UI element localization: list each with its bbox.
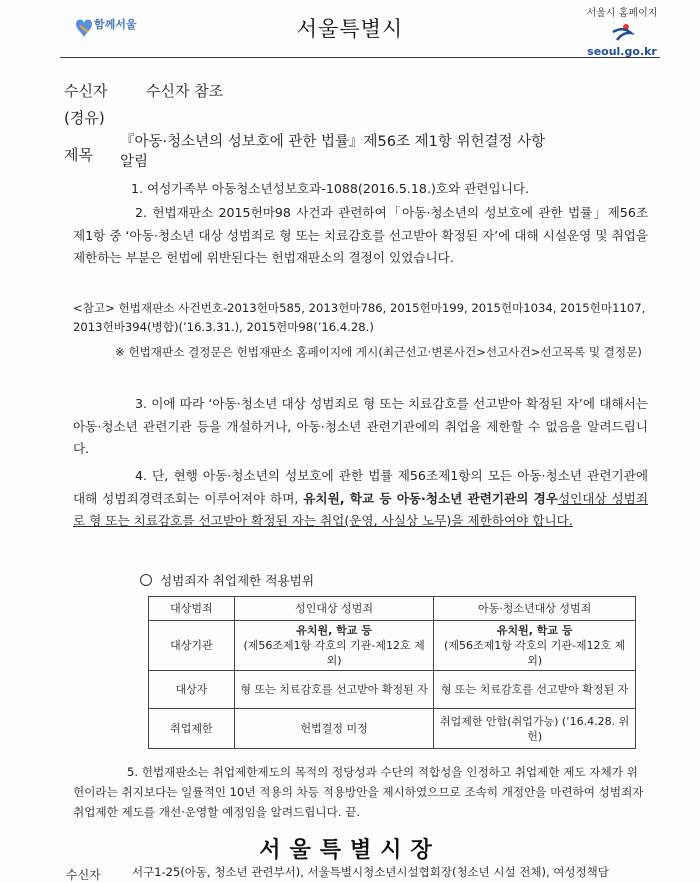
row-label: 대상기관 xyxy=(149,621,235,671)
subject-line-1: 『아동·청소년의 성보호에 관한 법률』제56조 제1항 위헌결정 사항 xyxy=(120,134,546,150)
recipient-label: 수신자 xyxy=(64,82,108,100)
paragraph-4-intro: 4. 단, 현행 아동·청소년의 성보호에 관한 법률 제56조제1항의 모든 아동·청소년 관련기관에 대해 성범죄경력조회는 이루어져야 하며, xyxy=(73,468,648,506)
table-row xyxy=(149,671,636,709)
via-label: (경유) xyxy=(64,109,105,127)
paragraph-5: 5. 헌법재판소는 취업제한제도의 목적의 정당성과 수단의 적합성을 인정하고 취업제한 제도 자체가 위헌이라는 취지보다는 일률적인 10년 적용의 차등 적용방안을 제시하였으므로 조속히 개정안을 마련하여 성범죄자 취업제한 제도를 개선·운영할 예정임을 알려드립니다. 끝. xyxy=(73,765,644,819)
reference-note: <참고> 헌법재판소 사건번호-2013헌마585, 2013헌마786, 2015헌마199, 2015헌마1034, 2015헌마1107, 2013헌바394(병합)(’16.3.31.), 2015헌마98(’16.4.28.) xyxy=(73,301,646,334)
row-label: 취업제한 xyxy=(149,709,235,749)
footer-recipient-text: 서구1-25(아동, 청소년 관련부서), 서울특별시청소년시설협회장(청소년 시설 전체), 여성정책담 xyxy=(132,865,609,879)
header-divider xyxy=(60,57,660,58)
org-title: 서울특별시 xyxy=(296,17,404,41)
court-decision-note: ※ 헌법재판소 결정문은 헌법재판소 홈페이지에 게시(최근선고·변론사건>선고사건>선고목록 및 결정문) xyxy=(115,345,642,359)
cell-bold-text: 유치원, 학교 등 xyxy=(296,624,372,637)
cell-bold-text: 유치원, 학교 등 xyxy=(496,624,573,637)
circle-bullet-icon xyxy=(140,574,152,586)
table-header-row xyxy=(149,597,636,621)
logo-text: 함께서울 xyxy=(94,18,137,31)
subject-label: 제목 xyxy=(64,146,93,164)
table-cell: 형 또는 치료감호를 선고받아 확정된 자 xyxy=(434,671,636,709)
table-cell: 형 또는 치료감호를 선고받아 확정된 자 xyxy=(234,671,434,709)
section-heading xyxy=(140,570,314,589)
paragraph-3: 3. 이에 따라 ‘아동·청소년 대상 성범죄로 형 또는 치료감호를 선고받아 확정된 자’에 대해서는 아동·청소년 관련기관 등을 개설하거나, 아동·청소년 관련기관에의 취업을 제한할 수 없음을 알려드립니다. xyxy=(73,396,648,456)
paragraph-4 xyxy=(73,465,648,533)
cell-text: (제56조제1항 각호의 기관-제12호 제외) xyxy=(243,639,425,667)
table-header-cell: 성인대상 성범죄 xyxy=(234,597,434,621)
cell-text: (제56조제1항 각호의 기관-제12호 제외) xyxy=(444,639,626,667)
seoul-symbol-icon xyxy=(609,22,635,42)
table-row xyxy=(149,709,636,749)
homepage-block xyxy=(572,4,672,58)
homepage-link[interactable]: seoul.go.kr xyxy=(587,45,657,58)
subject-line-2: 알림 xyxy=(120,154,149,170)
table-cell: 취업제한 안함(취업가능) (’16.4.28. 위헌) xyxy=(434,709,636,749)
homepage-label: 서울시 홈페이지 xyxy=(586,8,658,19)
employment-restriction-table xyxy=(148,596,636,749)
paragraph-4-bold: 유치원, 학교 등 아동·청소년 관련기관의 경우 xyxy=(303,490,558,506)
paragraph-1: 1. 여성가족부 아동청소년성보호과-1088(2016.5.18.)호와 관련입니다. xyxy=(131,181,530,196)
paragraph-4-underlined: 성인대상 성범죄로 형 또는 치료감호를 선고받아 확정된 자는 취업(운영, 사실상 노무)을 제한하여야 합니다. xyxy=(73,490,648,528)
row-label: 대상자 xyxy=(149,671,235,709)
table-cell xyxy=(434,621,636,671)
mayor-signature-title: 서울특별시장 xyxy=(259,838,441,863)
table-header-cell: 대상범죄 xyxy=(149,597,235,621)
table-cell xyxy=(234,621,434,671)
footer-recipient-label: 수신자 xyxy=(66,868,101,882)
table-row xyxy=(149,621,636,671)
section-heading-text: 성범죄자 취업제한 적용범위 xyxy=(160,573,314,588)
paragraph-2: 2. 헌법재판소 2015헌마98 사건과 관련하여「아동·청소년의 성보호에 관한 법률」제56조 제1항 중 ‘아동·청소년 대상 성범죄로 형 또는 치료감호를 선고받아 확정된 자’에 대해 시설운영 및 취업을 제한하는 부분은 헌법에 위반된다는 헌법재판소의 결정이 있었습니다. xyxy=(73,205,648,265)
recipient-value: 수신자 참조 xyxy=(146,82,224,100)
table-cell: 헌법결정 미정 xyxy=(234,709,434,749)
table-header-cell: 아동·청소년대상 성범죄 xyxy=(434,597,636,621)
